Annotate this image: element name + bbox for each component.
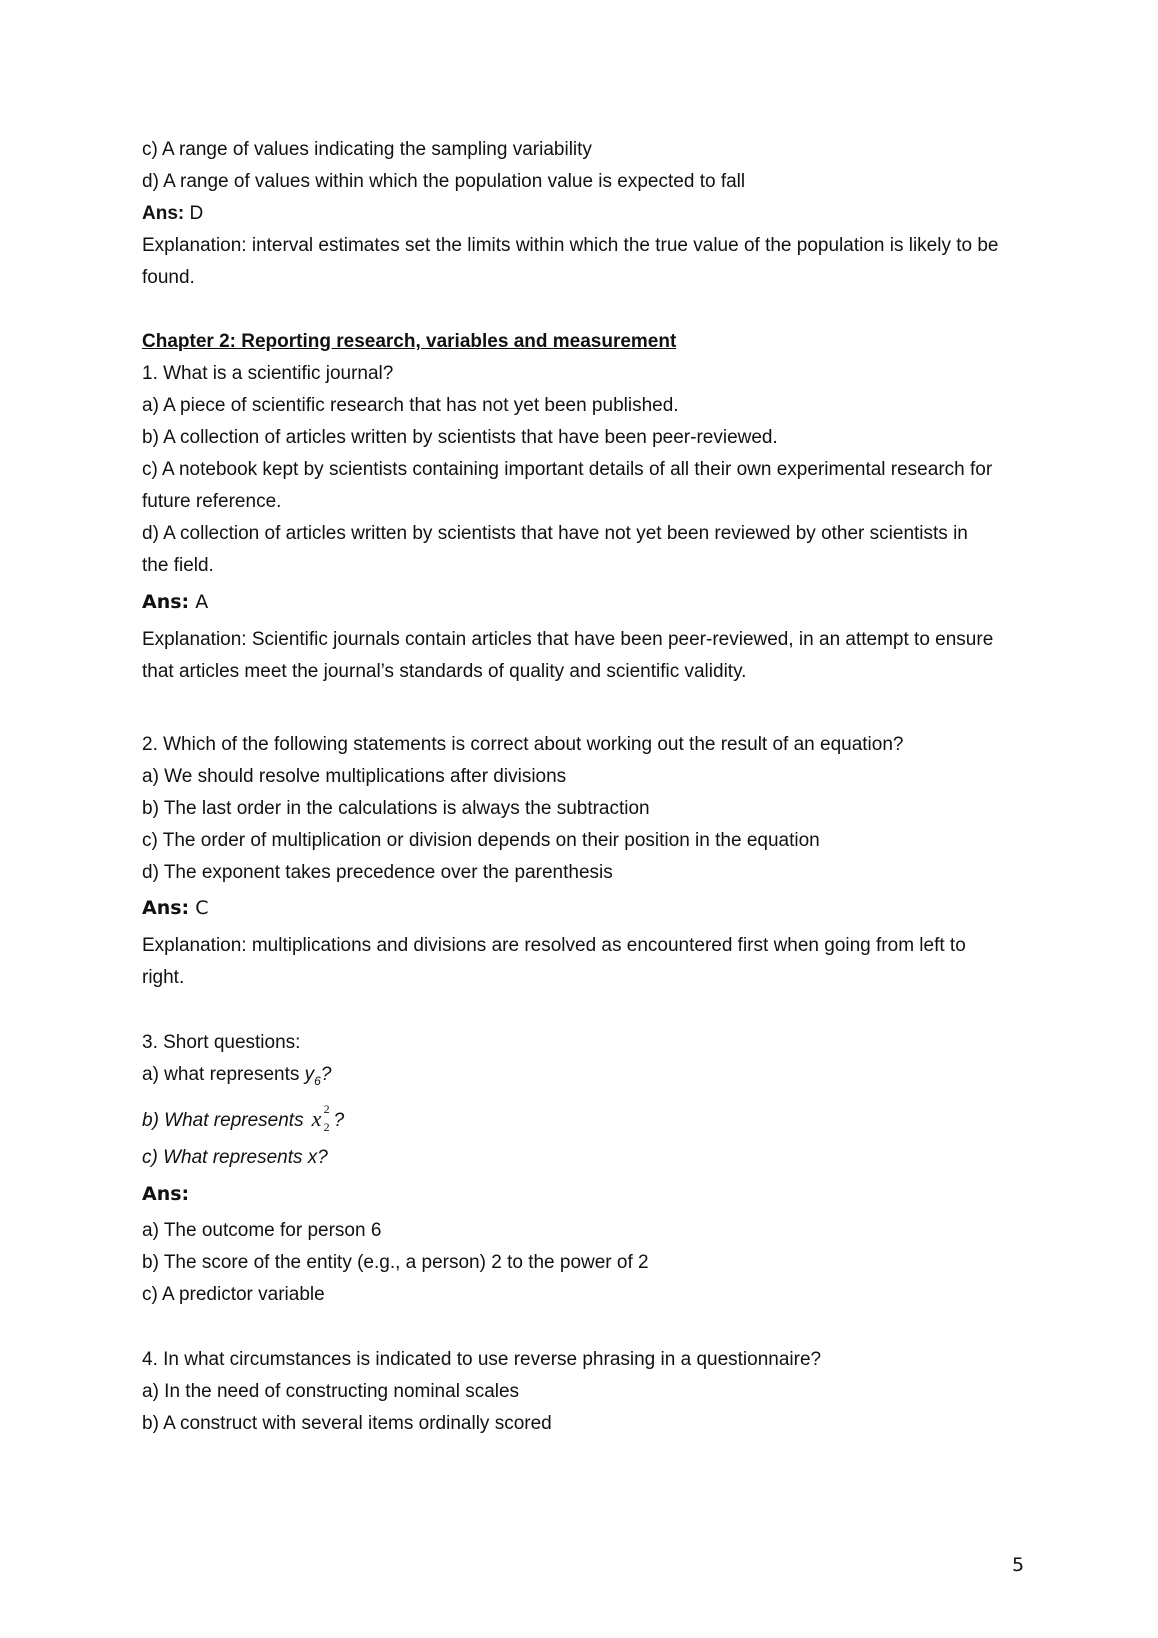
q1-answer bbox=[142, 590, 208, 614]
prev-explanation-line-2: found. bbox=[142, 267, 195, 288]
subscript-6: 6 bbox=[314, 1073, 321, 1088]
q3-answer-label: Ans: bbox=[142, 1183, 190, 1205]
question-mark: ? bbox=[320, 1064, 332, 1085]
q2-explanation-line-2: right. bbox=[142, 967, 185, 988]
q2-option-b: b) The last order in the calculations is always the subtraction bbox=[142, 798, 650, 819]
q2-explanation-line-1: Explanation: multiplications and divisions are resolved as encountered first when going from left to bbox=[142, 935, 966, 956]
q3-item-c: c) What represents x? bbox=[142, 1147, 328, 1168]
q1-explanation-line-1: Explanation: Scientific journals contain articles that have been peer-reviewed, in an attempt to ensure bbox=[142, 629, 994, 650]
q1-option-a: a) A piece of scientific research that has not yet been published. bbox=[142, 395, 679, 416]
answer-label: Ans: bbox=[142, 203, 185, 224]
superscript-2: 2 bbox=[323, 1102, 330, 1116]
q2-option-a: a) We should resolve multiplications after divisions bbox=[142, 766, 567, 787]
answer-label: Ans: bbox=[142, 591, 190, 613]
q4-option-b: b) A construct with several items ordinally scored bbox=[142, 1413, 552, 1434]
variable-x: x bbox=[311, 1106, 322, 1131]
prev-option-d: d) A range of values within which the population value is expected to fall bbox=[142, 171, 746, 192]
prev-option-c: c) A range of values indicating the sampling variability bbox=[142, 139, 592, 160]
q3-item-b-text: b) What represents bbox=[142, 1110, 304, 1131]
q2-option-d: d) The exponent takes precedence over the parenthesis bbox=[142, 862, 613, 883]
q3-answer-c: c) A predictor variable bbox=[142, 1284, 325, 1305]
prev-explanation-line-1: Explanation: interval estimates set the limits within which the true value of the population is likely to be bbox=[142, 235, 999, 256]
question-mark: ? bbox=[333, 1110, 345, 1131]
q1-explanation-line-2: that articles meet the journal’s standards of quality and scientific validity. bbox=[142, 661, 747, 682]
answer-value: A bbox=[195, 591, 209, 613]
q1-option-c-line-2: future reference. bbox=[142, 491, 282, 512]
answer-label: Ans: bbox=[142, 897, 190, 919]
q4-question: 4. In what circumstances is indicated to use reverse phrasing in a questionnaire? bbox=[142, 1349, 822, 1370]
q3-answer-b: b) The score of the entity (e.g., a person) 2 to the power of 2 bbox=[142, 1252, 649, 1273]
subscript-2: 2 bbox=[323, 1120, 330, 1134]
q1-option-d-line-2: the field. bbox=[142, 555, 214, 576]
q3-item-a-text: a) what represents bbox=[142, 1064, 305, 1085]
q1-option-d-line-1: d) A collection of articles written by scientists that have not yet been reviewed by other scientists in bbox=[142, 523, 968, 544]
answer-value: C bbox=[195, 897, 209, 919]
answer-value: D bbox=[189, 203, 204, 224]
q2-option-c: c) The order of multiplication or division depends on their position in the equation bbox=[142, 830, 820, 851]
q3-item-a bbox=[142, 1063, 331, 1093]
prev-answer bbox=[142, 202, 203, 226]
chapter-heading: Chapter 2: Reporting research, variables and measurement bbox=[142, 331, 677, 352]
math-x-squared-sub-2 bbox=[311, 1102, 334, 1134]
q3-question: 3. Short questions: bbox=[142, 1032, 301, 1053]
q2-question: 2. Which of the following statements is correct about working out the result of an equation? bbox=[142, 734, 904, 755]
q3-answer-a: a) The outcome for person 6 bbox=[142, 1220, 382, 1241]
variable-y: y bbox=[304, 1064, 315, 1085]
q1-question: 1. What is a scientific journal? bbox=[142, 363, 394, 384]
q1-option-c-line-1: c) A notebook kept by scientists containing important details of all their own experimental research for bbox=[142, 459, 993, 480]
q2-answer bbox=[142, 896, 208, 920]
q4-option-a: a) In the need of constructing nominal scales bbox=[142, 1381, 520, 1402]
page-number: 5 bbox=[1012, 1554, 1025, 1576]
q1-option-b: b) A collection of articles written by scientists that have been peer-reviewed. bbox=[142, 427, 778, 448]
q3-item-b bbox=[142, 1102, 345, 1134]
